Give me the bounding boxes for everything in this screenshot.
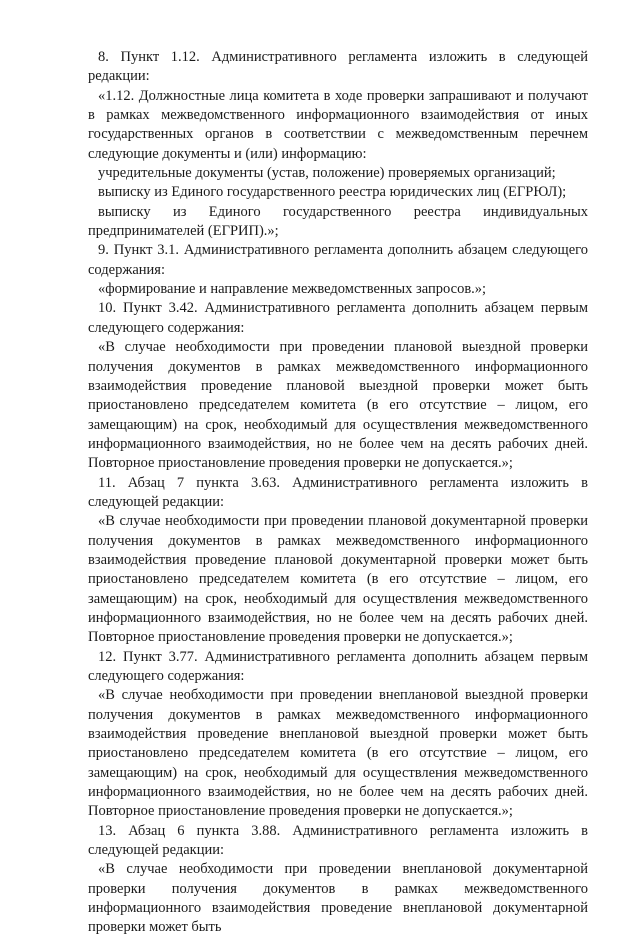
- paragraph-9-text: «формирование и направление межведомственных запросов.»;: [98, 281, 487, 298]
- list-item-egrul-extract: выписку из Единого государственного реестра юридических лиц (ЕГРЮЛ);: [98, 184, 567, 201]
- list-item-charter-documents: учредительные документы (устав, положение) проверяемых организаций;: [98, 165, 556, 182]
- paragraph-12-text: «В случае необходимости при проведении внеплановой выездной проверки получения документов в рамках межведомственного информационного взаимодействия проведение внеплановой выездной проверки может быть приостановлено председателем комитета (в его отсутствие – лицом, его замещающим) на срок, необходимый для осуществления межведомственного информационного взаимодействия, но не более чем на десять рабочих дней. Повторное приостановление проведения проверки не допускается.»;: [88, 687, 588, 820]
- paragraph-8-heading: 8. Пункт 1.12. Административного регламента изложить в следующей редакции:: [88, 49, 588, 85]
- paragraph-9-heading: 9. Пункт 3.1. Административного регламента дополнить абзацем следующего содержания:: [88, 242, 588, 278]
- paragraph-10-text: «В случае необходимости при проведении плановой выездной проверки получения документов в рамках межведомственного информационного взаимодействия проведение плановой выездной проверки может быть приостановлено председателем комитета (в его отсутствие – лицом, его замещающим) на срок, необходимый для осуществления межведомственного информационного взаимодействия, но не более чем на десять рабочих дней. Повторное приостановление проведения проверки не допускается.»;: [88, 339, 588, 472]
- paragraph-13-heading: 13. Абзац 6 пункта 3.88. Административного регламента изложить в следующей редакции:: [88, 822, 588, 859]
- list-item-egrip-extract: выписку из Единого государственного реестра индивидуальных предпринимателей (ЕГРИП).»;: [88, 203, 588, 240]
- paragraph-11-text: «В случае необходимости при проведении плановой документарной проверки получения документов в рамках межведомственного информационного взаимодействия проведение плановой документарной проверки может быть приостановлено председателем комитета (в его отсутствие – лицом, его замещающим) на срок, необходимый для осуществления межведомственного информационного взаимодействия, но не более чем на десять рабочих дней. Повторное приостановление проведения проверки не допускается.»;: [88, 513, 588, 646]
- paragraph-11-heading: 11. Абзац 7 пункта 3.63. Административного регламента изложить в следующей редакции:: [88, 474, 588, 510]
- document-page: [88, 48, 588, 938]
- paragraph-13-text: «В случае необходимости при проведении внеплановой документарной проверки получения документов в рамках межведомственного информационного взаимодействия проведение внеплановой документарной проверки может быть: [88, 861, 588, 936]
- paragraph-10-heading: 10. Пункт 3.42. Административного регламента дополнить абзацем первым следующего содержания:: [88, 300, 588, 336]
- paragraph-1-12-text: «1.12. Должностные лица комитета в ходе проверки запрашивают и получают в рамках межведомственного информационного взаимодействия от иных государственных органов в соответствии с межведомственным перечнем следующие документы и (или) информацию:: [88, 87, 588, 162]
- paragraph-12-heading: 12. Пункт 3.77. Административного регламента дополнить абзацем первым следующего содержания:: [88, 648, 588, 684]
